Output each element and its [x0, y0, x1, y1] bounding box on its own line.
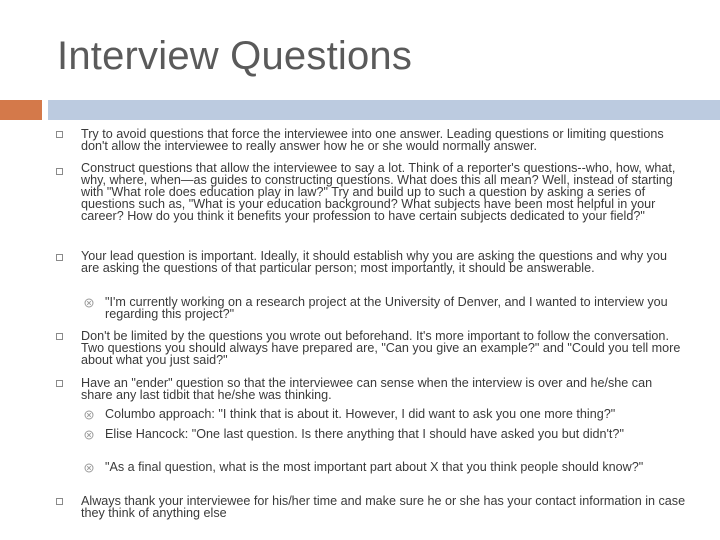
- sub-bullet-text: "As a final question, what is the most important part about X that you think people should know?": [105, 460, 644, 474]
- bullet-text: Always thank your interviewee for his/her time and make sure he or she has your contact information in case they think of anything else: [81, 494, 686, 520]
- square-bullet-icon: [56, 380, 63, 387]
- circle-x-bullet-icon: [84, 463, 94, 473]
- bullet-text: Don't be limited by the questions you wrote out beforehand. It's more important to follow the conversation. Two questions you should always have prepared are, "Can you give an example?" and "Could you tell more about what you just said?": [81, 329, 681, 367]
- sub-bullet-text: "I'm currently working on a research project at the University of Denver, and I wanted to interview you regarding this project?": [105, 295, 668, 321]
- square-bullet-icon: [56, 498, 63, 505]
- slide-title: Interview Questions: [57, 34, 413, 78]
- circle-x-bullet-icon: [84, 430, 94, 440]
- bullet-text: Construct questions that allow the interviewee to say a lot. Think of a reporter's questions--who, how, what, why, where, when—as guides to constructing questions. What does this all mean? Well, instead of starting with "What role does education play in law?" Try and build up to such a question by asking a series of questions such as, "What is your education background? What subjects have been most helpful in your career? How do you think it benefits your profession to have certain subjects dedicated to your field?": [81, 161, 676, 223]
- square-bullet-icon: [56, 254, 63, 261]
- bullet-text: Try to avoid questions that force the interviewee into one answer. Leading questions or limiting questions don't allow the interviewee to really answer how he or she would normally answer.: [81, 127, 664, 153]
- circle-x-bullet-icon: [84, 410, 94, 420]
- square-bullet-icon: [56, 168, 63, 175]
- sub-bullet-text: Columbo approach: "I think that is about it. However, I did want to ask you one more thing?": [105, 407, 616, 421]
- square-bullet-icon: [56, 131, 63, 138]
- circle-x-bullet-icon: [84, 298, 94, 308]
- square-bullet-icon: [56, 333, 63, 340]
- sub-bullet-text: Elise Hancock: "One last question. Is there anything that I should have asked you but didn't?": [105, 427, 624, 441]
- bullet-text: Have an "ender" question so that the interviewee can sense when the interview is over and he/she can share any last tidbit that he/she was thinking.: [81, 376, 653, 402]
- bullet-text: Your lead question is important. Ideally, it should establish why you are asking the questions and why you are asking the questions of that particular person; most importantly, it should be answerable.: [81, 249, 667, 275]
